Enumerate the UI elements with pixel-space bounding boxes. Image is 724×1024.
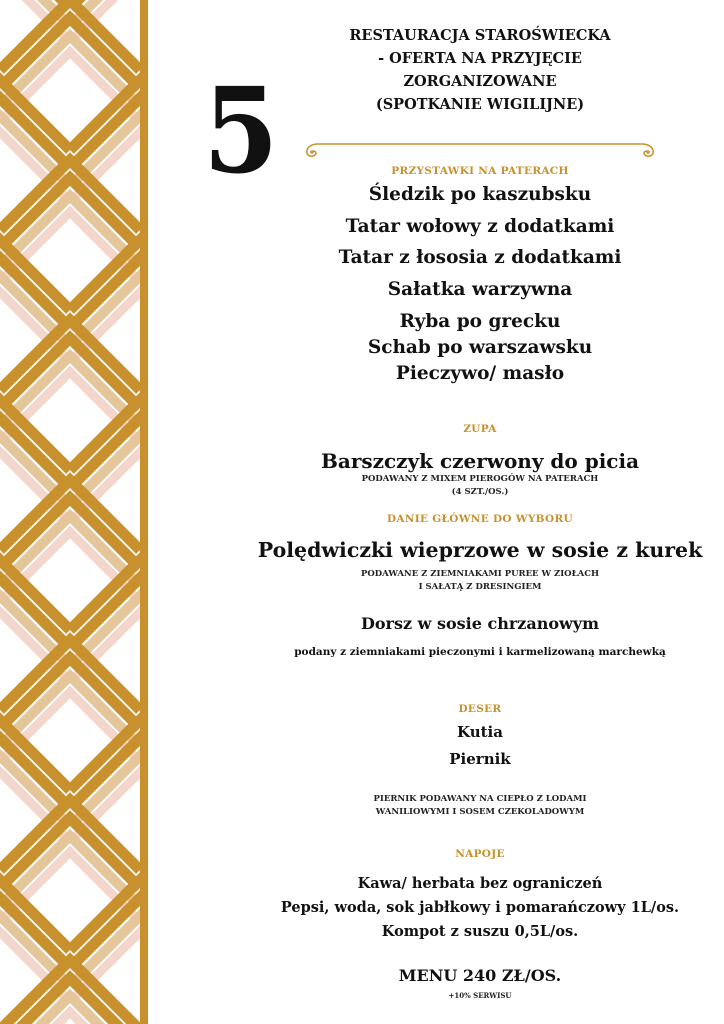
drink-item: Kawa/ herbata bez ograniczeń (357, 875, 603, 892)
header-line: (SPOTKANIE WIGILIJNE) (375, 96, 585, 113)
menu-item: Tatar wołowy z dodatkami (345, 216, 615, 237)
menu-item: Sałatka warzywna (387, 279, 573, 300)
dish-note: WANILIOWYMI I SOSEM CZEKOLADOWYM (375, 807, 585, 817)
menu-item: Tatar z łososia z dodatkami (338, 247, 622, 268)
main-dish-1: Polędwiczki wieprzowe w sosie z kurek (257, 538, 703, 562)
service-charge-note: +10% SERWISU (448, 991, 512, 1000)
soup-dish: Barszczyk czerwony do picia (320, 449, 640, 473)
section-heading-soup: ZUPA (463, 423, 497, 435)
dessert-item: Piernik (449, 750, 511, 768)
drink-item: Kompot z suszu 0,5L/os. (381, 923, 579, 940)
decorative-chevron-pattern (0, 0, 140, 1024)
dish-note: (4 SZT./OS.) (451, 487, 509, 497)
menu-price: MENU 240 ZŁ/OS. (398, 966, 562, 985)
main-dish-2-note: podany z ziemniakami pieczonymi i karmelizowaną marchewką (294, 646, 666, 658)
dish-note: PODAWANE Z ZIEMNIAKAMI PUREE W ZIOŁACH (361, 569, 599, 579)
main-dish-2: Dorsz w sosie chrzanowym (360, 614, 600, 633)
section-heading-drinks: NAPOJE (455, 848, 505, 860)
gold-border-bar (140, 0, 148, 1024)
menu-number: 5 (203, 61, 275, 200)
section-heading-appetizers: PRZYSTAWKI NA PATERACH (391, 165, 569, 177)
section-heading-dessert: DESER (458, 703, 502, 715)
ornamental-divider (300, 138, 660, 164)
dessert-item: Kutia (457, 723, 503, 741)
header-line: RESTAURACJA STAROŚWIECKA (349, 27, 611, 44)
drink-item: Pepsi, woda, sok jabłkowy i pomarańczowy 1L/os. (280, 899, 680, 916)
section-heading-main: DANIE GŁÓWNE DO WYBORU (387, 513, 573, 525)
dish-note: PODAWANY Z MIXEM PIEROGÓW NA PATERACH (361, 474, 599, 484)
dish-note: I SAŁATĄ Z DRESINGIEM (418, 582, 542, 592)
menu-item: Schab po warszawsku (367, 337, 593, 358)
menu-header-title (300, 24, 660, 116)
menu-item: Pieczywo/ masło (395, 363, 565, 384)
dish-note: PIERNIK PODAWANY NA CIEPŁO Z LODAMI (373, 794, 587, 804)
header-line: - OFERTA NA PRZYJĘCIE (378, 50, 582, 67)
header-line: ZORGANIZOWANE (403, 73, 557, 90)
menu-item: Ryba po grecku (399, 311, 561, 332)
menu-item: Śledzik po kaszubsku (368, 184, 592, 205)
